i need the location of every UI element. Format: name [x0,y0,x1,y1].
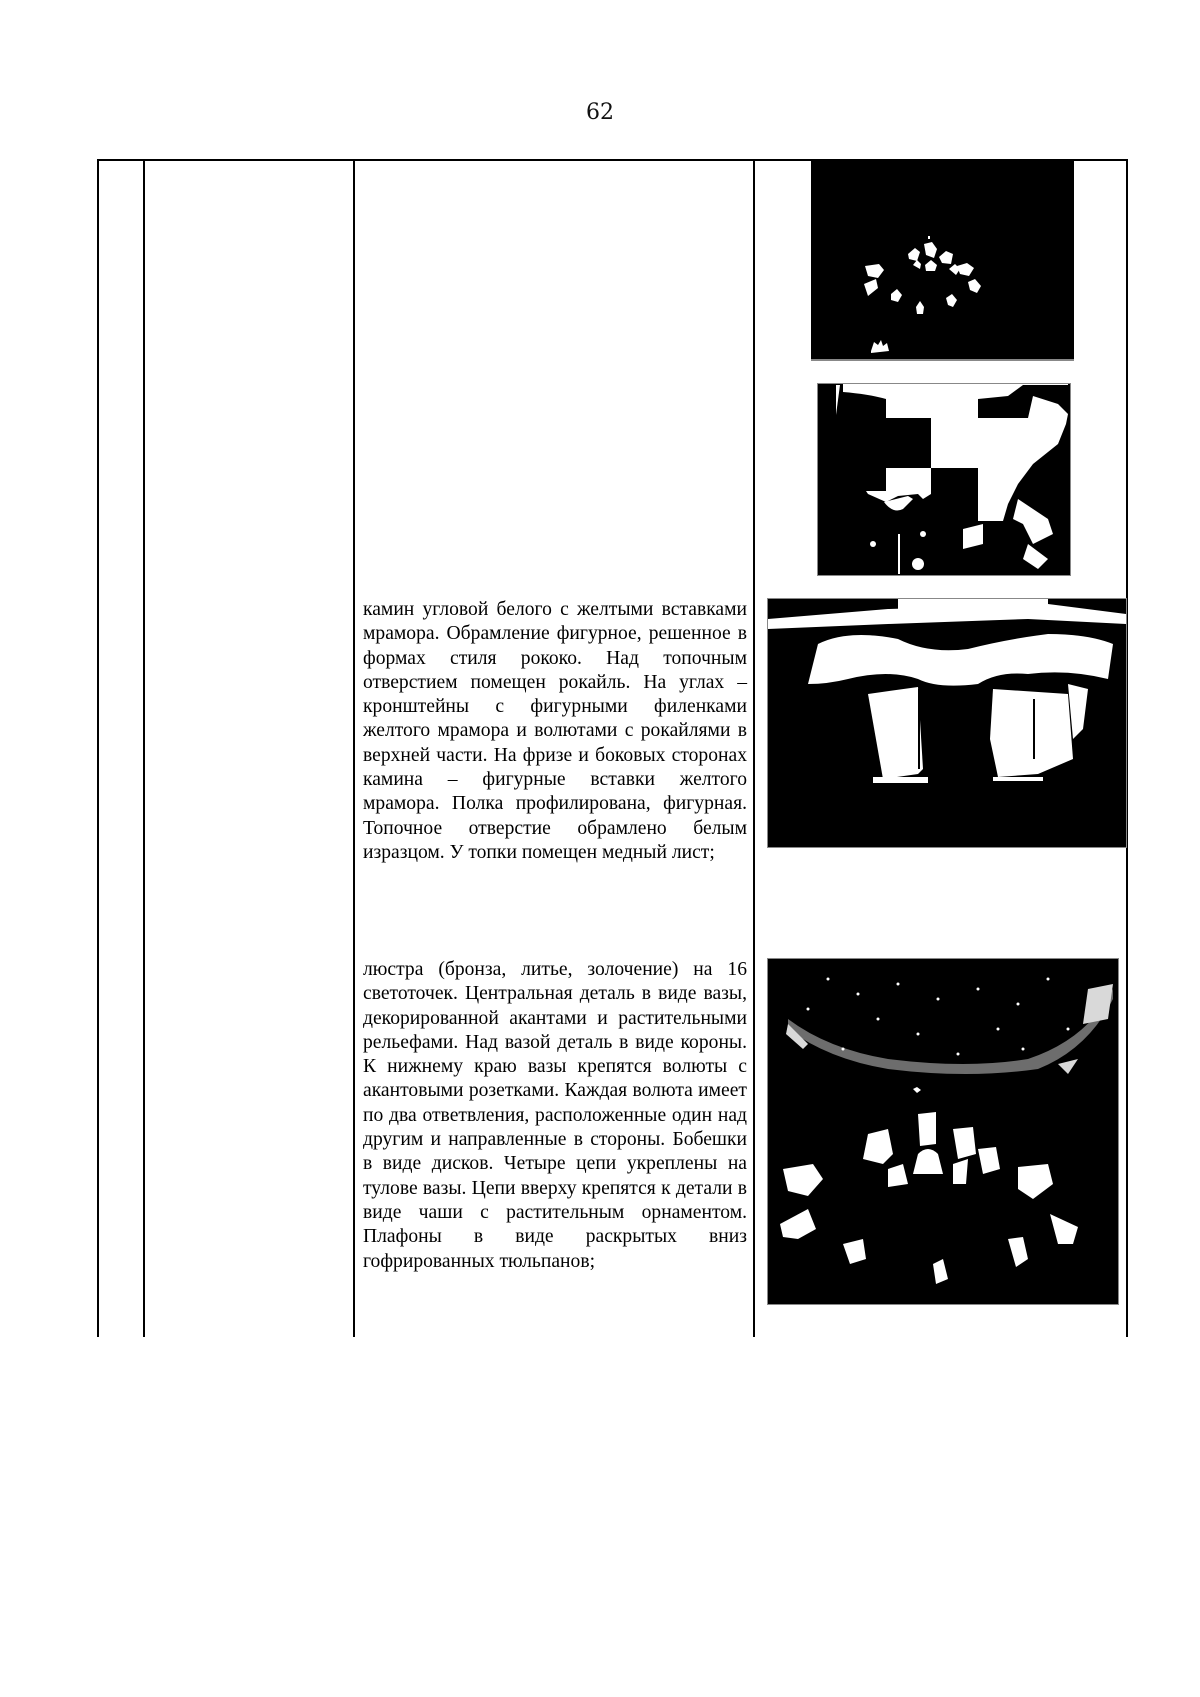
name-cell [144,160,354,1337]
chandelier-photo [767,958,1119,1305]
chandelier-top-photo [811,161,1074,361]
interior-photo [817,383,1071,576]
description-table [97,159,1128,1337]
page-number: 62 [586,100,614,125]
fireplace-photo [767,598,1127,848]
number-cell [98,160,144,1337]
description-cell [354,160,754,1337]
photo-cell [754,160,1127,1337]
fireplace-description: камин угловой белого с желтыми вставками мрамора. Обрамление фигурное, решенное в формах стиля рококо. Над топочным отверстием помещен рокайль. На углах – кронштейны с фигурными филенками желтого мрамора и волютами с рокайлями в верхней части. На фризе и боковых сторонах камина – фигурные вставки желтого мрамора. Полка профилирована, фигурная. Топочное отверстие обрамлено белым изразцом. У топки помещен медный лист; [363,599,747,863]
chandelier-description: люстра (бронза, литье, золочение) на 16 светоточек. Центральная деталь в виде вазы, декорированной акантами и растительными рельефами. Над вазой деталь в виде короны. К нижнему краю вазы крепятся волюты с акантовыми розетками. Каждая волюта имеет по два ответвления, расположенные один над другим и направленные в стороны. Бобешки в виде дисков. Четыре цепи укреплены на тулове вазы. Цепи вверху крепятся к детали в виде чаши с растительным орнаментом. Плафоны в виде раскрытых вниз гофрированных тюльпанов; [363,959,747,1272]
